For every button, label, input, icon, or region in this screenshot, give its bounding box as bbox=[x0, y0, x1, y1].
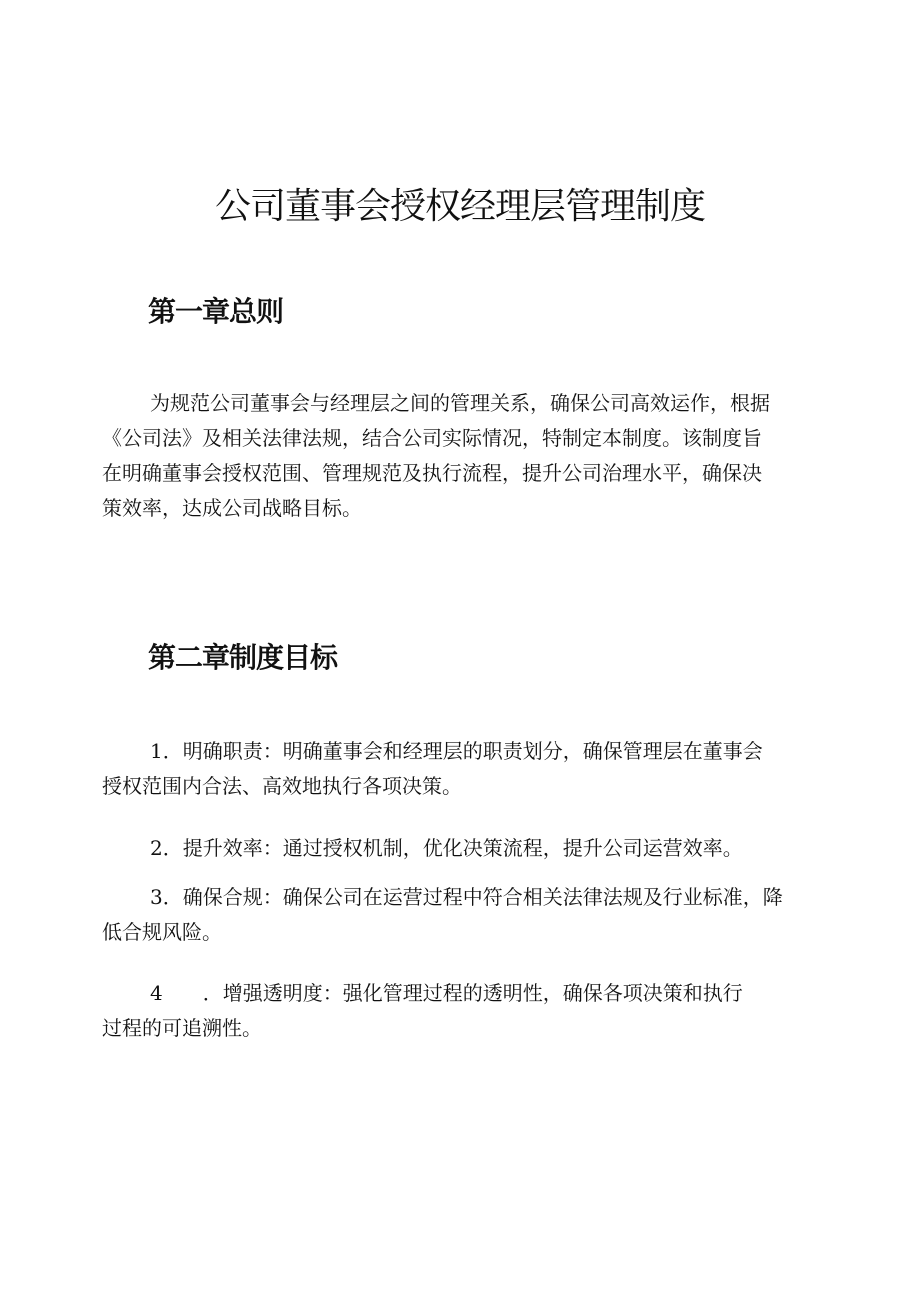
goal-line: 过程的可追溯性。 bbox=[102, 1016, 262, 1040]
goal-item-3 bbox=[102, 880, 818, 950]
document-title: 公司董事会授权经理层管理制度 bbox=[214, 186, 705, 227]
goal-item-2 bbox=[102, 831, 818, 866]
chapter-2-heading: 第二章制度目标 bbox=[148, 641, 338, 674]
goal-line: 3．确保合规：确保公司在运营过程中符合相关法律法规及行业标准，降 bbox=[150, 885, 783, 909]
goal-line: 4 ．增强透明度：强化管理过程的透明性，确保各项决策和执行 bbox=[150, 981, 743, 1005]
goal-line: 低合规风险。 bbox=[102, 920, 222, 944]
paragraph-line: 在明确董事会授权范围、管理规范及执行流程，提升公司治理水平，确保决 bbox=[102, 461, 762, 485]
goal-line: 2．提升效率：通过授权机制，优化决策流程，提升公司运营效率。 bbox=[150, 836, 743, 860]
goal-line: 1．明确职责：明确董事会和经理层的职责划分，确保管理层在董事会 bbox=[150, 739, 763, 763]
paragraph-line: 为规范公司董事会与经理层之间的管理关系，确保公司高效运作，根据 bbox=[150, 391, 770, 415]
paragraph-line: 策效率，达成公司战略目标。 bbox=[102, 496, 362, 520]
goal-item-1 bbox=[102, 734, 818, 804]
goal-item-4 bbox=[102, 976, 818, 1046]
chapter-1-paragraph bbox=[102, 386, 818, 526]
paragraph-line: 《公司法》及相关法律法规，结合公司实际情况，特制定本制度。该制度旨 bbox=[102, 426, 762, 450]
goal-line: 授权范围内合法、高效地执行各项决策。 bbox=[102, 774, 462, 798]
chapter-1-heading: 第一章总则 bbox=[148, 295, 284, 328]
